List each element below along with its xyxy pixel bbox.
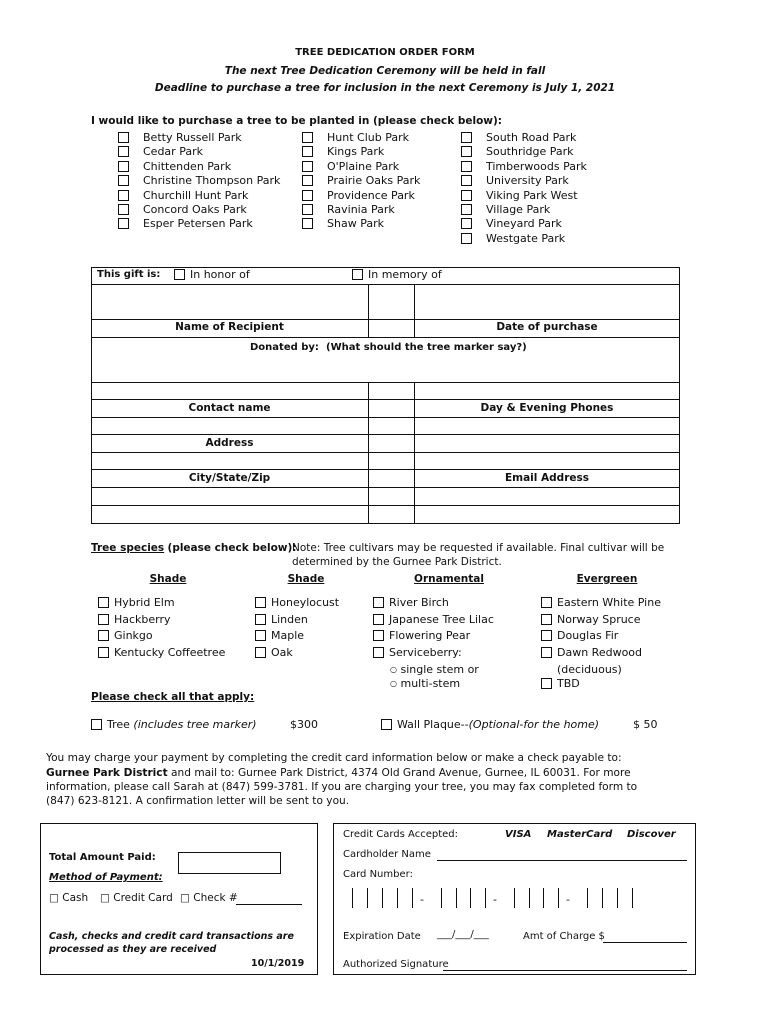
species-label: Flowering Pear bbox=[389, 629, 471, 643]
expiration-field[interactable]: ___/___/___ bbox=[437, 929, 489, 940]
species-checkbox[interactable] bbox=[373, 614, 384, 625]
park-checkbox[interactable] bbox=[118, 146, 129, 157]
signature-field[interactable] bbox=[443, 970, 687, 971]
park-label: Cedar Park bbox=[143, 145, 203, 159]
card-dash-2: - bbox=[493, 893, 497, 906]
charge-amount-label: Amt of Charge $ bbox=[523, 931, 605, 942]
park-label: Providence Park bbox=[327, 188, 415, 202]
park-label: Kings Park bbox=[327, 145, 385, 159]
park-label: University Park bbox=[486, 174, 569, 188]
visa-label: VISA bbox=[505, 829, 532, 840]
in-memory-label: In memory of bbox=[368, 268, 442, 281]
species-label: Hackberry bbox=[114, 612, 171, 626]
tree-note: (includes tree marker) bbox=[133, 718, 257, 731]
species-label: Dawn Redwood bbox=[557, 645, 643, 659]
in-honor-checkbox[interactable] bbox=[174, 269, 185, 280]
wall-plaque-note: (Optional-for the home) bbox=[468, 718, 600, 731]
park-checkbox[interactable] bbox=[302, 146, 313, 157]
species-heading bbox=[91, 542, 297, 554]
park-label: Ravinia Park bbox=[327, 203, 395, 216]
tbd-label: TBD bbox=[557, 677, 580, 690]
tree-price: $300 bbox=[290, 718, 318, 731]
wall-plaque-option bbox=[397, 718, 599, 731]
phones-label: Day & Evening Phones bbox=[480, 402, 614, 414]
email-label: Email Address bbox=[504, 472, 589, 484]
species-label: Honeylocust bbox=[271, 596, 340, 609]
payee-name: Gurnee Park District bbox=[46, 767, 168, 779]
form-revision-date: 10/1/2019 bbox=[251, 958, 305, 969]
ceremony-note: The next Tree Dedication Ceremony will be held in fall bbox=[224, 65, 546, 77]
cards-accepted-label: Credit Cards Accepted: bbox=[343, 829, 458, 840]
park-checkbox[interactable] bbox=[461, 132, 472, 143]
purchase-date-field[interactable] bbox=[415, 285, 679, 319]
species-heading-text: Tree species bbox=[91, 542, 165, 554]
check-option[interactable]: □ Check # bbox=[180, 892, 238, 904]
total-amount-field[interactable] bbox=[178, 852, 281, 874]
form-title: TREE DEDICATION ORDER FORM bbox=[295, 47, 475, 58]
apply-heading: Please check all that apply: bbox=[91, 691, 255, 703]
park-label: Esper Petersen Park bbox=[143, 217, 253, 231]
contact-name-label: Contact name bbox=[188, 402, 271, 414]
evergreen-heading: Evergreen bbox=[576, 573, 638, 585]
multi-stem-label: multi-stem bbox=[400, 677, 461, 690]
card-digit-cell[interactable] bbox=[397, 888, 398, 908]
signature-label: Authorized Signature bbox=[343, 959, 449, 970]
card-digit-cell[interactable] bbox=[485, 888, 486, 908]
park-label: South Road Park bbox=[486, 131, 577, 144]
deadline-note: Deadline to purchase a tree for inclusion in the next Ceremony is July 1, 2021 bbox=[154, 82, 616, 94]
park-checkbox[interactable] bbox=[461, 175, 472, 186]
payment-line-2 bbox=[46, 767, 631, 779]
species-label: Japanese Tree Lilac bbox=[389, 612, 494, 626]
species-checkbox[interactable] bbox=[541, 630, 552, 641]
purchase-date-label: Date of purchase bbox=[496, 321, 598, 333]
park-checkbox[interactable] bbox=[461, 161, 472, 172]
species-label: Hybrid Elm bbox=[114, 596, 175, 609]
card-digit-cell[interactable] bbox=[558, 888, 559, 908]
species-label: Serviceberry: bbox=[389, 645, 462, 659]
park-checkbox[interactable] bbox=[118, 218, 129, 229]
park-checkbox[interactable] bbox=[461, 204, 472, 215]
mail-address: and mail to: Gurnee Park District, 4374 Old Grand Avenue, Gurnee, IL 60031. For more bbox=[167, 767, 631, 779]
shade-heading-2: Shade bbox=[287, 573, 325, 585]
park-checkbox[interactable] bbox=[302, 132, 313, 143]
processing-note-2: processed as they are received bbox=[49, 944, 217, 955]
payment-line-3: information, please call Sarah at (847) 599-3781. If you are charging your tree, you may fax completed form to bbox=[46, 781, 638, 793]
cultivar-note-1: Note: Tree cultivars may be requested if available. Final cultivar will be bbox=[292, 542, 665, 554]
card-digit-cell[interactable] bbox=[412, 888, 413, 908]
card-digit-cell[interactable] bbox=[602, 888, 603, 908]
park-label: Timberwoods Park bbox=[486, 159, 587, 173]
card-digit-cell[interactable] bbox=[456, 888, 457, 908]
park-checkbox[interactable] bbox=[461, 218, 472, 229]
check-number-line[interactable] bbox=[236, 904, 302, 905]
park-label: Vineyard Park bbox=[486, 217, 562, 231]
card-digit-cell[interactable] bbox=[441, 888, 442, 908]
circle-bullet-icon: ○ bbox=[390, 665, 397, 674]
park-label: Chittenden Park bbox=[143, 159, 232, 173]
species-checkbox[interactable] bbox=[98, 614, 109, 625]
species-checkbox[interactable] bbox=[373, 630, 384, 641]
charge-amount-field[interactable] bbox=[603, 942, 687, 943]
deciduous-note: (deciduous) bbox=[557, 663, 622, 676]
gift-label: This gift is: bbox=[97, 269, 161, 280]
park-label: Shaw Park bbox=[327, 217, 384, 231]
park-checkbox[interactable] bbox=[118, 190, 129, 201]
method-of-payment-label: Method of Payment: bbox=[49, 872, 163, 883]
species-checkbox[interactable] bbox=[98, 597, 109, 608]
cardholder-name-label: Cardholder Name bbox=[343, 849, 431, 860]
species-label: Linden bbox=[271, 612, 308, 626]
park-checkbox[interactable] bbox=[302, 161, 313, 172]
card-digit-cell[interactable] bbox=[543, 888, 544, 908]
card-number-label: Card Number: bbox=[343, 869, 413, 880]
species-checkbox[interactable] bbox=[255, 647, 266, 658]
park-checkbox[interactable] bbox=[302, 190, 313, 201]
species-checkbox[interactable] bbox=[541, 597, 552, 608]
park-checkbox[interactable] bbox=[461, 190, 472, 201]
park-label: Village Park bbox=[486, 203, 551, 216]
species-checkbox[interactable] bbox=[98, 647, 109, 658]
single-stem-option[interactable] bbox=[390, 663, 479, 676]
park-checkbox[interactable] bbox=[461, 233, 472, 244]
species-checkbox[interactable] bbox=[255, 630, 266, 641]
marker-text-label: (What should the tree marker say?) bbox=[326, 342, 527, 353]
tree-option bbox=[107, 718, 257, 731]
park-label: Hunt Club Park bbox=[327, 131, 409, 144]
tree-label: Tree bbox=[107, 718, 130, 731]
processing-note-1: Cash, checks and credit card transactions are bbox=[49, 931, 294, 942]
park-label: Westgate Park bbox=[486, 231, 566, 245]
species-label: River Birch bbox=[389, 596, 449, 609]
card-digit-cell[interactable] bbox=[367, 888, 368, 908]
species-label: Norway Spruce bbox=[557, 612, 641, 626]
species-checkbox[interactable] bbox=[373, 597, 384, 608]
cultivar-note-2: determined by the Gurnee Park District. bbox=[292, 556, 502, 568]
species-heading-rest: (please check below): bbox=[167, 542, 297, 554]
payment-line-4: (847) 623-8121. A confirmation letter will be sent to you. bbox=[46, 795, 350, 807]
park-label: Churchill Hunt Park bbox=[143, 188, 249, 202]
card-digit-cell[interactable] bbox=[617, 888, 618, 908]
address-label: Address bbox=[205, 437, 254, 449]
wall-plaque-checkbox[interactable] bbox=[381, 719, 392, 730]
single-stem-label: single stem or bbox=[400, 663, 479, 676]
park-label: Betty Russell Park bbox=[143, 131, 242, 144]
city-state-zip-label: City/State/Zip bbox=[188, 472, 271, 484]
park-prompt: I would like to purchase a tree to be planted in (please check below): bbox=[91, 115, 502, 127]
park-label: Christine Thompson Park bbox=[143, 174, 281, 188]
card-dash-1: - bbox=[420, 893, 424, 906]
total-amount-label: Total Amount Paid: bbox=[49, 852, 156, 863]
species-label: Douglas Fir bbox=[557, 629, 619, 643]
species-checkbox[interactable] bbox=[98, 630, 109, 641]
card-digit-cell[interactable] bbox=[529, 888, 530, 908]
species-label: Eastern White Pine bbox=[557, 596, 661, 609]
donated-by-label: Donated by: bbox=[250, 342, 319, 353]
park-checkbox[interactable] bbox=[118, 204, 129, 215]
species-checkbox[interactable] bbox=[541, 614, 552, 625]
card-digit-cell[interactable] bbox=[470, 888, 471, 908]
multi-stem-option[interactable] bbox=[390, 677, 460, 690]
card-digit-cell[interactable] bbox=[382, 888, 383, 908]
ornamental-heading: Ornamental bbox=[414, 573, 484, 585]
species-label: Ginkgo bbox=[114, 629, 153, 643]
recipient-name-label: Name of Recipient bbox=[175, 321, 284, 333]
species-checkbox[interactable] bbox=[373, 647, 384, 658]
park-checkbox[interactable] bbox=[461, 146, 472, 157]
park-label: Viking Park West bbox=[486, 188, 578, 202]
circle-bullet-icon: ○ bbox=[390, 679, 397, 688]
species-checkbox[interactable] bbox=[541, 647, 552, 658]
wall-plaque-price: $ 50 bbox=[633, 718, 658, 731]
payment-line-1: You may charge your payment by completing the credit card information below or make a check payable to: bbox=[46, 752, 622, 764]
discover-label: Discover bbox=[627, 829, 676, 840]
mastercard-label: MasterCard bbox=[547, 829, 613, 840]
park-checkbox[interactable] bbox=[118, 175, 129, 186]
species-checkbox[interactable] bbox=[255, 597, 266, 608]
wall-plaque-label: Wall Plaque-- bbox=[397, 718, 469, 731]
park-checkbox[interactable] bbox=[302, 218, 313, 229]
card-digit-cell[interactable] bbox=[514, 888, 515, 908]
species-checkbox[interactable] bbox=[255, 614, 266, 625]
card-digit-cell[interactable] bbox=[587, 888, 588, 908]
tree-checkbox[interactable] bbox=[91, 719, 102, 730]
in-honor-label: In honor of bbox=[190, 268, 250, 281]
shade-heading-1: Shade bbox=[149, 573, 187, 585]
in-memory-checkbox[interactable] bbox=[352, 269, 363, 280]
park-checkbox[interactable] bbox=[302, 175, 313, 186]
credit-card-option[interactable]: □ Credit Card bbox=[100, 892, 173, 904]
recipient-name-field[interactable] bbox=[91, 285, 368, 319]
park-label: Southridge Park bbox=[486, 145, 574, 159]
cardholder-name-field[interactable] bbox=[437, 860, 687, 861]
park-label: Prairie Oaks Park bbox=[327, 174, 421, 188]
expiration-label: Expiration Date bbox=[343, 931, 421, 942]
park-checkbox[interactable] bbox=[302, 204, 313, 215]
park-checkbox[interactable] bbox=[118, 132, 129, 143]
card-digit-cell[interactable] bbox=[352, 888, 353, 908]
park-label: O'Plaine Park bbox=[327, 159, 400, 173]
species-label: Kentucky Coffeetree bbox=[114, 645, 226, 659]
card-digit-cell[interactable] bbox=[632, 888, 633, 908]
park-label: Concord Oaks Park bbox=[143, 203, 247, 216]
tbd-checkbox[interactable] bbox=[541, 678, 552, 689]
park-checkbox[interactable] bbox=[118, 161, 129, 172]
species-label: Oak bbox=[271, 645, 293, 659]
card-dash-3: - bbox=[566, 893, 570, 906]
cash-option[interactable]: □ Cash bbox=[49, 892, 89, 904]
species-label: Maple bbox=[271, 629, 305, 643]
marker-text-field[interactable] bbox=[91, 357, 680, 382]
